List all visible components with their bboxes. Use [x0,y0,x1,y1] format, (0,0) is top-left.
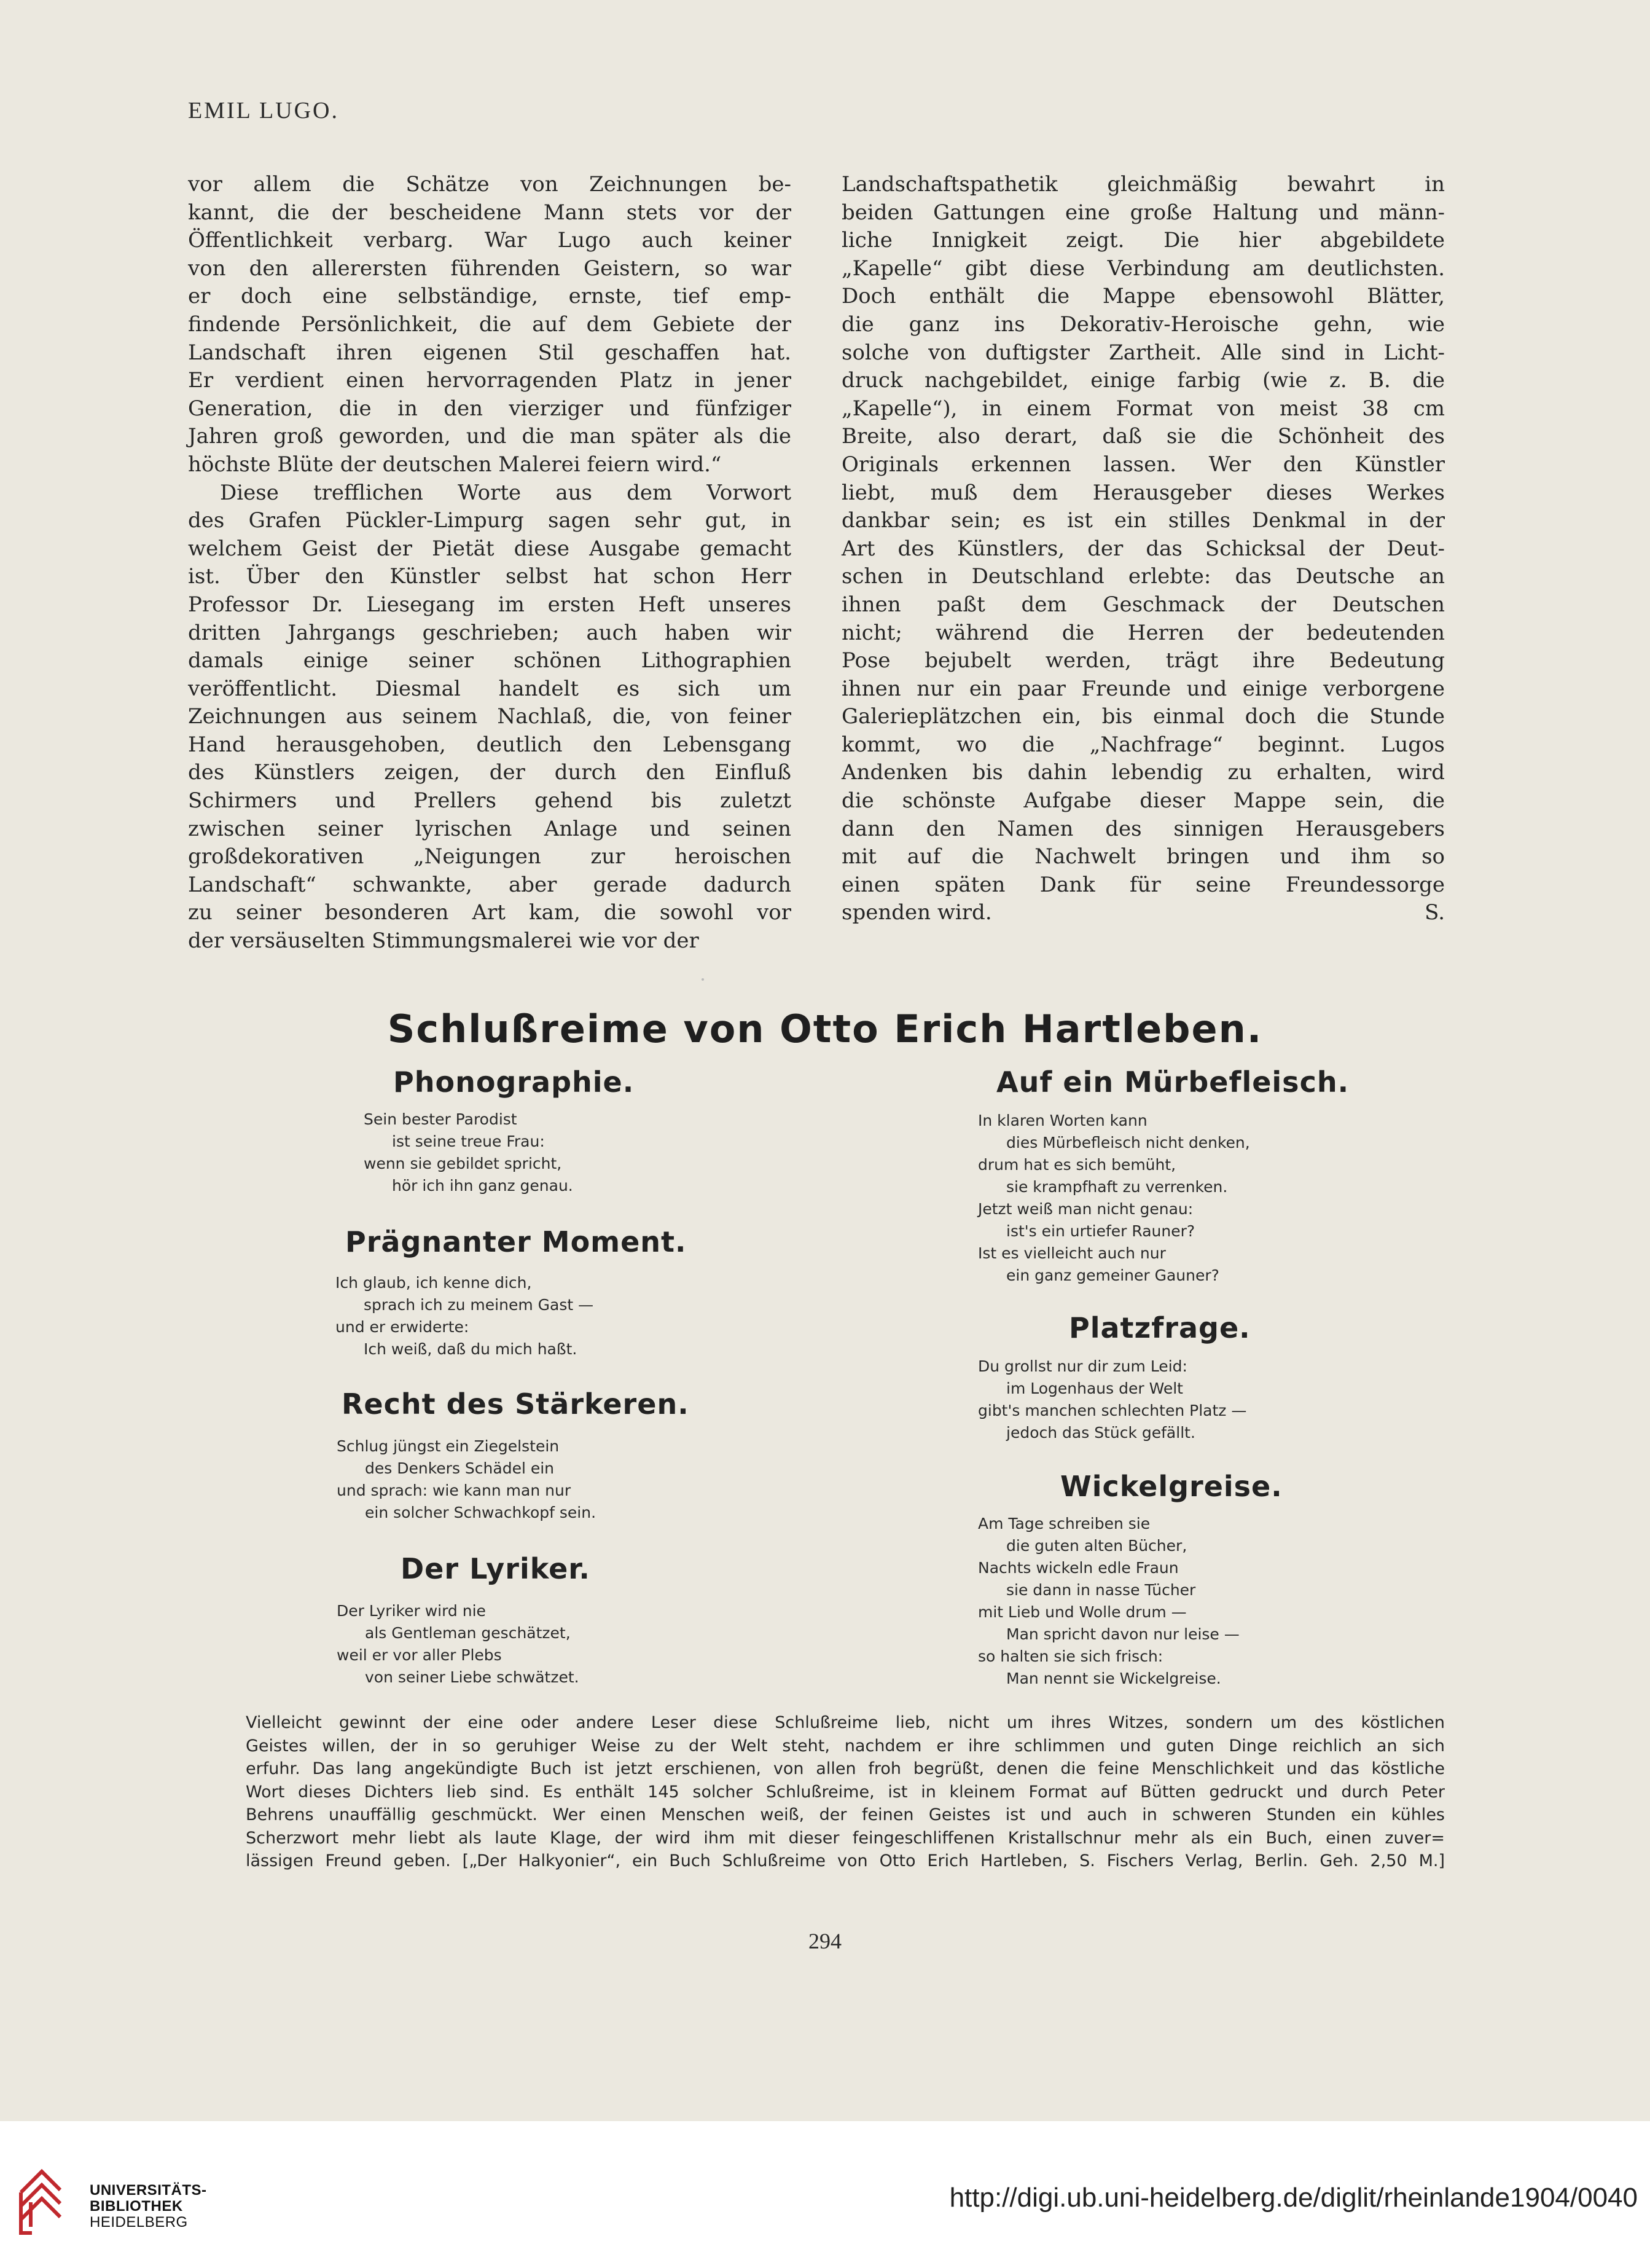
poem-der-lyriker [337,1600,579,1689]
article-line: Art des Künstlers, der das Schicksal der Deut- [842,536,1445,561]
poem-line: sie krampfhaft zu verrenken. [1006,1178,1228,1196]
article-line: „Kapelle“), in einem Format von meist 38 cm [842,396,1445,421]
poem-line: ist seine treue Frau: [392,1132,545,1150]
poem-line: Jetzt weiß man nicht genau: [978,1200,1194,1218]
article-line: ist. Über den Künstler selbst hat schon Herr [188,564,791,589]
article-line: einen späten Dank für seine Freundessorge [842,872,1445,897]
poem-title-platzfrage: Platzfrage. [1069,1311,1251,1344]
poem-praegnanter-moment [335,1272,593,1360]
running-head: EMIL LUGO. [188,98,339,124]
article-line: zu seiner besonderen Art kam, die sowohl vor [188,900,791,925]
article-line: liebt, muß dem Herausgeber dieses Werkes [842,480,1445,505]
article-line: Öffentlichkeit verbarg. War Lugo auch keiner [188,228,791,253]
poem-line: jedoch das Stück gefällt. [1006,1424,1195,1442]
poem-line: Ich weiß, daß du mich haßt. [364,1340,577,1358]
article-line: ihnen paßt dem Geschmack der Deutschen [842,592,1445,617]
article-line: Pose bejubelt werden, trägt ihre Bedeutung [842,648,1445,673]
article-line: großdekorativen „Neigungen zur heroischen [188,844,791,869]
article-line: kannt, die der bescheidene Mann stets vor der [188,200,791,225]
editorial-note [246,1711,1445,1873]
article-left-column [188,171,791,955]
article-line: Diese trefflichen Worte aus dem Vorwort [220,480,791,505]
article-line: Landschaft“ schwankte, aber gerade dadurch [188,872,791,897]
poem-line: die guten alten Bücher, [1006,1537,1187,1555]
poem-title-phonographie: Phonographie. [393,1065,635,1099]
poem-muerbefleisch [978,1110,1250,1287]
article-right-column [842,171,1445,927]
article-line: Hand herausgehoben, deutlich den Lebensgang [188,732,791,757]
article-line: Doch enthält die Mappe ebensowohl Blätter, [842,284,1445,309]
article-line: Originals erkennen lassen. Wer den Künstler [842,452,1445,477]
poem-title-praegnanter-moment: Prägnanter Moment. [345,1225,687,1258]
section-title: Schlußreime von Otto Erich Hartleben. [387,1006,1263,1051]
logo-line-3: HEIDELBERG [90,2214,188,2231]
divider-dot [702,978,704,981]
source-url-link[interactable]: http://digi.ub.uni-heidelberg.de/diglit/rheinlande1904/0040 [949,2183,1638,2213]
poem-line: und sprach: wie kann man nur [337,1481,571,1499]
poem-title-muerbefleisch: Auf ein Mürbefleisch. [996,1065,1350,1099]
poem-line: wenn sie gebildet spricht, [364,1155,562,1172]
article-line: Galerieplätzchen ein, bis einmal doch die Stunde [842,704,1445,729]
poem-title-recht-des-staerkeren: Recht des Stärkeren. [342,1387,689,1421]
library-logo-text [90,2183,207,2231]
article-line: Schirmers und Prellers gehend bis zuletzt [188,788,791,814]
article-line: beiden Gattungen eine große Haltung und männ- [842,200,1445,225]
poem-line: Ist es vielleicht auch nur [978,1244,1166,1262]
poem-line: In klaren Worten kann [978,1112,1148,1129]
poem-line: mit Lieb und Wolle drum — [978,1603,1187,1621]
article-line: vor allem die Schätze von Zeichnungen be- [188,172,791,197]
poem-line: gibt's manchen schlechten Platz — [978,1402,1247,1419]
article-line: Zeichnungen aus seinem Nachlaß, die, von feiner [188,704,791,729]
article-line: welchem Geist der Pietät diese Ausgabe gemacht [188,536,791,561]
article-line: dankbar sein; es ist ein stilles Denkmal in der [842,508,1445,533]
article-line: er doch eine selbständige, ernste, tief emp- [188,284,791,309]
poem-line: so halten sie sich frisch: [978,1647,1163,1665]
poem-line: des Denkers Schädel ein [365,1459,555,1477]
poem-line: Man spricht davon nur leise — [1006,1625,1240,1643]
poem-line: Du grollst nur dir zum Leid: [978,1357,1187,1375]
article-line: Professor Dr. Liesegang im ersten Heft unseres [188,592,791,617]
poem-line: Man nennt sie Wickelgreise. [1006,1670,1221,1687]
article-line: liche Innigkeit zeigt. Die hier abgebildete [842,228,1445,253]
poem-line: von seiner Liebe schwätzet. [365,1668,579,1686]
poem-line: Schlug jüngst ein Ziegelstein [337,1437,560,1455]
article-line: zwischen seiner lyrischen Anlage und seinen [188,816,791,841]
article-line: des Grafen Pückler-Limpurg sagen sehr gut, in [188,508,791,533]
article-line: druck nachgebildet, einige farbig (wie z. B. die [842,368,1445,393]
poem-title-der-lyriker: Der Lyriker. [401,1552,590,1585]
article-line: veröffentlicht. Diesmal handelt es sich um [188,676,791,701]
poem-phonographie [364,1108,573,1197]
article-line: Er verdient einen hervorragenden Platz in jener [188,368,791,393]
article-line: Generation, die in den vierziger und fünfziger [188,396,791,421]
article-line: Andenken bis dahin lebendig zu erhalten, wird [842,760,1445,785]
article-line: höchste Blüte der deutschen Malerei feiern wird.“ [188,452,722,477]
article-line: von den allerersten führenden Geistern, so war [188,256,791,281]
poem-line: Sein bester Parodist [364,1110,517,1128]
article-line: mit auf die Nachwelt bringen und ihm so [842,844,1445,869]
poem-line: Am Tage schreiben sie [978,1515,1151,1532]
poem-line: sie dann in nasse Tücher [1006,1581,1196,1599]
poem-line: als Gentleman geschätzet, [365,1624,571,1642]
note-line: Geistes willen, der in so geruhiger Weise zu der Welt steht, nachdem er ihre schlimmen und guten Dinge reichlich an sich [246,1736,1445,1756]
signature-initial: S. [1425,900,1445,925]
poem-line: ein solcher Schwachkopf sein. [365,1504,596,1521]
poem-line: Der Lyriker wird nie [337,1602,486,1620]
article-line: schen in Deutschland erlebte: das Deutsche an [842,564,1445,589]
note-line: Scherzwort mehr liebt als laute Klage, der wird ihm mit dieser feingeschliffenen Kristallschnur mehr als ein Buch, einen zuver= [246,1828,1445,1848]
logo-line-1: UNIVERSITÄTS- [90,2182,207,2199]
article-line: ihnen nur ein paar Freunde und einige verborgene [842,676,1445,701]
article-line: Breite, also derart, daß sie die Schönheit des [842,424,1445,449]
poem-line: weil er vor aller Plebs [337,1646,502,1664]
article-line: des Künstlers zeigen, der durch den Einfluß [188,760,791,785]
poem-line: sprach ich zu meinem Gast — [364,1296,594,1314]
article-line: spenden wird. S. [842,899,1445,927]
article-line: Landschaft ihren eigenen Stil geschaffen hat. [188,340,791,365]
poem-platzfrage [978,1356,1246,1444]
note-line: erfuhr. Das lang angekündigte Buch ist jetzt erschienen, von allen froh begrüßt, denen die feine Menschlichkeit und das köstliche [246,1759,1445,1778]
poem-line: und er erwiderte: [335,1318,469,1336]
article-line: Jahren groß geworden, und die man später als die [188,424,791,449]
note-line: Vielleicht gewinnt der eine oder andere Leser diese Schlußreime lieb, nicht um ihres Witzes, sondern um des köstlichen [246,1713,1445,1732]
article-line: nicht; während die Herren der bedeutenden [842,620,1445,645]
poem-line: Ich glaub, ich kenne dich, [335,1274,532,1292]
article-line: die schönste Aufgabe dieser Mappe sein, die [842,788,1445,814]
article-line: damals einige seiner schönen Lithographien [188,648,791,673]
poem-line: dies Mürbefleisch nicht denken, [1006,1134,1250,1152]
poem-line: ein ganz gemeiner Gauner? [1006,1266,1219,1284]
library-logo-icon [17,2168,64,2237]
poem-title-wickelgreise: Wickelgreise. [1060,1470,1283,1503]
article-line: dritten Jahrgangs geschrieben; auch haben wir [188,620,791,645]
note-line: lässigen Freund geben. [„Der Halkyonier“, ein Buch Schlußreime von Otto Erich Hartleben, S. Fischers Verlag, Berlin. Geh. 2,50 M.] [246,1851,1445,1870]
article-line: „Kapelle“ gibt diese Verbindung am deutlichsten. [842,256,1445,281]
poem-line: drum hat es sich bemüht, [978,1156,1176,1174]
article-line: die ganz ins Dekorativ-Heroische gehn, wie [842,312,1445,337]
note-line: Behrens unauffällig geschmückt. Wer einen Menschen weiß, der feinen Geistes ist und auch in schweren Stunden ein kühles [246,1805,1445,1824]
article-line: der versäuselten Stimmungsmalerei wie vor der [188,928,699,954]
poem-line: im Logenhaus der Welt [1006,1379,1183,1397]
footer-bar [0,2121,1650,2268]
article-line: Landschaftspathetik gleichmäßig bewahrt in [842,172,1445,197]
poem-line: hör ich ihn ganz genau. [392,1177,573,1195]
poem-line: Nachts wickeln edle Fraun [978,1559,1179,1577]
poem-recht-des-staerkeren [337,1435,596,1524]
article-line: dann den Namen des sinnigen Herausgebers [842,816,1445,841]
article-line: findende Persönlichkeit, die auf dem Gebiete der [188,312,791,337]
article-line: kommt, wo die „Nachfrage“ beginnt. Lugos [842,732,1445,757]
note-line: Wort dieses Dichters lieb sind. Es enthält 145 solcher Schlußreime, ist in kleinem Format auf Bütten gedruckt und durch Peter [246,1782,1445,1802]
page-number: 294 [808,1929,842,1953]
logo-line-2: BIBLIOTHEK [90,2198,183,2215]
article-line: solche von duftigster Zartheit. Alle sind in Licht- [842,340,1445,365]
poem-wickelgreise [978,1513,1240,1690]
poem-line: ist's ein urtiefer Rauner? [1006,1222,1195,1240]
